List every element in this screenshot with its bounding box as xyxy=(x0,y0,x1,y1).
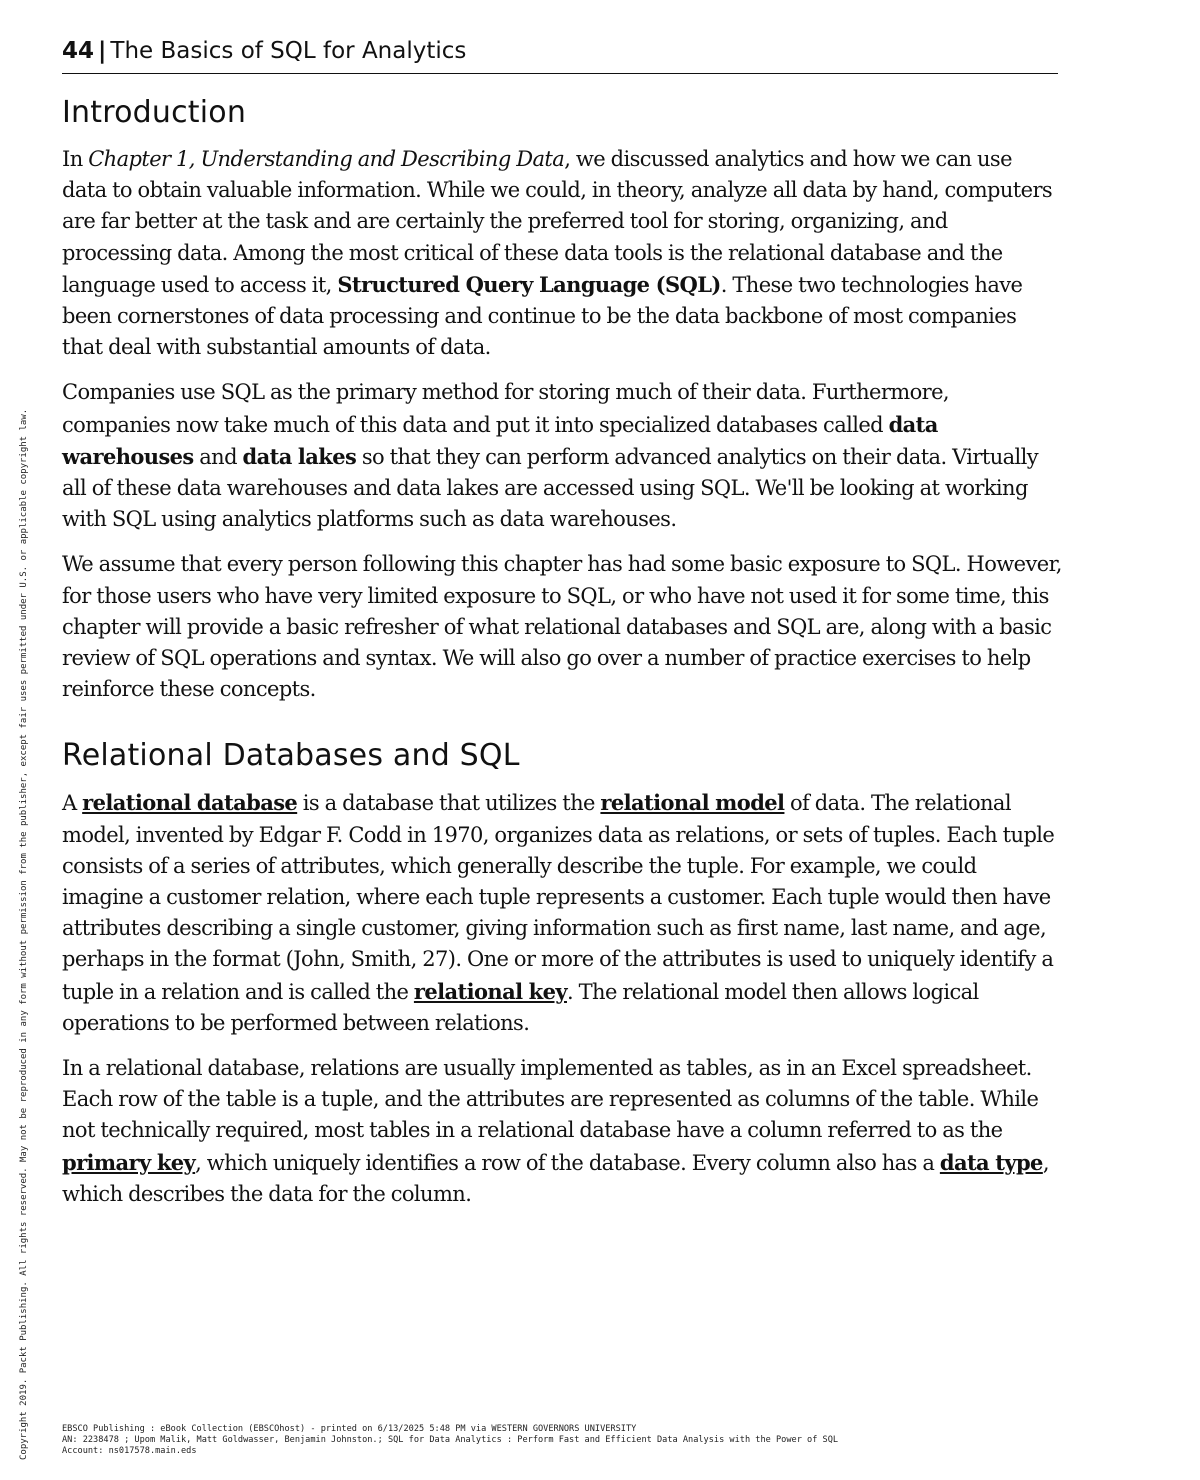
text-run: so that they can perform advanced analytics on their data. Virtually all of these data warehouses and data lakes are accessed using SQL. We'll be looking at working with SQL using analytics platforms such as data warehouses. xyxy=(62,444,1039,532)
link-relational-model[interactable]: relational model xyxy=(600,790,785,816)
footer-line-account: Account: ns017578.main.eds xyxy=(62,1446,197,1456)
paragraph-intro-1 xyxy=(62,144,1062,363)
text-run: is a database that utilizes the xyxy=(297,791,601,816)
link-primary-key[interactable]: primary key xyxy=(62,1149,196,1175)
footer-line-source: EBSCO Publishing : eBook Collection (EBSCOhost) - printed on 6/13/2025 5:48 PM via WESTERN GOVERNORS UNIVERSITY xyxy=(62,1424,637,1434)
text-run: Companies use SQL as the primary method for storing much of their data. Furthermore, companies now take much of this data and put it into specialized databases called xyxy=(62,380,949,437)
header-separator: | xyxy=(98,38,107,64)
footer-line-citation: AN: 2238478 ; Upom Malik, Matt Goldwasser, Benjamin Johnston.; SQL for Data Analytics : Perform Fast and Efficient Data Analysis with the Power of SQL xyxy=(62,1435,839,1445)
paragraph-relational-2 xyxy=(62,1053,1062,1210)
term-data-warehouses: data warehouses xyxy=(62,411,938,469)
text-run: A xyxy=(62,791,83,816)
book-title: The Basics of SQL for Analytics xyxy=(110,38,467,64)
text-run: of data. The relational model, invented by Edgar F. Codd in 1970, organizes data as relations, or sets of tuples. Each tuple consists of a series of attributes, which generally describe the tuple. For example, we could imagine a customer relation, where each tuple represents a customer. Each tuple would then have attributes describing a single customer, giving information such as first name, last name, and age, perhaps in the format (John, Smith, 27). One or more of the attributes is used to uniquely identify a tuple in a relation and is called the xyxy=(62,791,1055,1004)
copyright-notice xyxy=(19,280,30,1460)
link-relational-key[interactable]: relational key xyxy=(413,978,567,1004)
section-heading-introduction: Introduction xyxy=(62,95,247,130)
link-relational-database[interactable]: relational database xyxy=(82,790,298,816)
chapter-reference: Chapter 1, Understanding and Describing Data xyxy=(88,147,565,171)
text-run: , we discussed analytics and how we can use data to obtain valuable information. While we could, in theory, analyze all data by hand, computers are far better at the task and are certainly the preferred tool for storing, organizing, and processing data. Among the most critical of these data tools is the relational database and the language used to access it, xyxy=(62,147,1053,297)
link-data-type[interactable]: data type xyxy=(939,1149,1043,1175)
text-run: . These two technologies have been cornerstones of data processing and continue to be the data backbone of most companies that deal with substantial amounts of data. xyxy=(62,272,1023,360)
text-run: , which describes the data for the column. xyxy=(62,1150,1049,1206)
page-number: 44 xyxy=(62,38,95,64)
text-run: and xyxy=(193,444,243,469)
text-run: In xyxy=(62,147,89,171)
running-header xyxy=(62,34,1058,74)
paragraph-intro-2 xyxy=(62,377,1062,535)
text-run: . The relational model then allows logical operations to be performed between relations. xyxy=(62,979,979,1035)
term-data-lakes: data lakes xyxy=(242,443,357,469)
text-run: In a relational database, relations are usually implemented as tables, as in an Excel spreadsheet. Each row of the table is a tuple, and the attributes are represented as columns of the table. While not technically required, most tables in a relational database have a column referred to as the xyxy=(62,1056,1039,1143)
section-heading-relational: Relational Databases and SQL xyxy=(62,738,520,774)
copyright-line: Copyright 2019. Packt Publishing. All rights reserved. May not be reproduced in any form without permission from the publisher, except fair uses permitted under U.S. or applicable copyright law. xyxy=(19,408,29,1460)
page-body xyxy=(62,92,1062,1224)
term-sql: Structured Query Language (SQL) xyxy=(337,271,721,297)
paragraph-relational-1 xyxy=(62,787,1062,1039)
paragraph-intro-3: We assume that every person following this chapter has had some basic exposure to SQL. However, for those users who have very limited exposure to SQL, or who have not used it for some time, this chapter will provide a basic refresher of what relational databases and SQL are, along with a basic review of SQL operations and syntax. We will also go over a number of practice exercises to help reinforce these concepts. xyxy=(62,552,1062,702)
text-run: , which uniquely identifies a row of the database. Every column also has a xyxy=(195,1150,940,1175)
page-footer xyxy=(62,1424,1182,1457)
